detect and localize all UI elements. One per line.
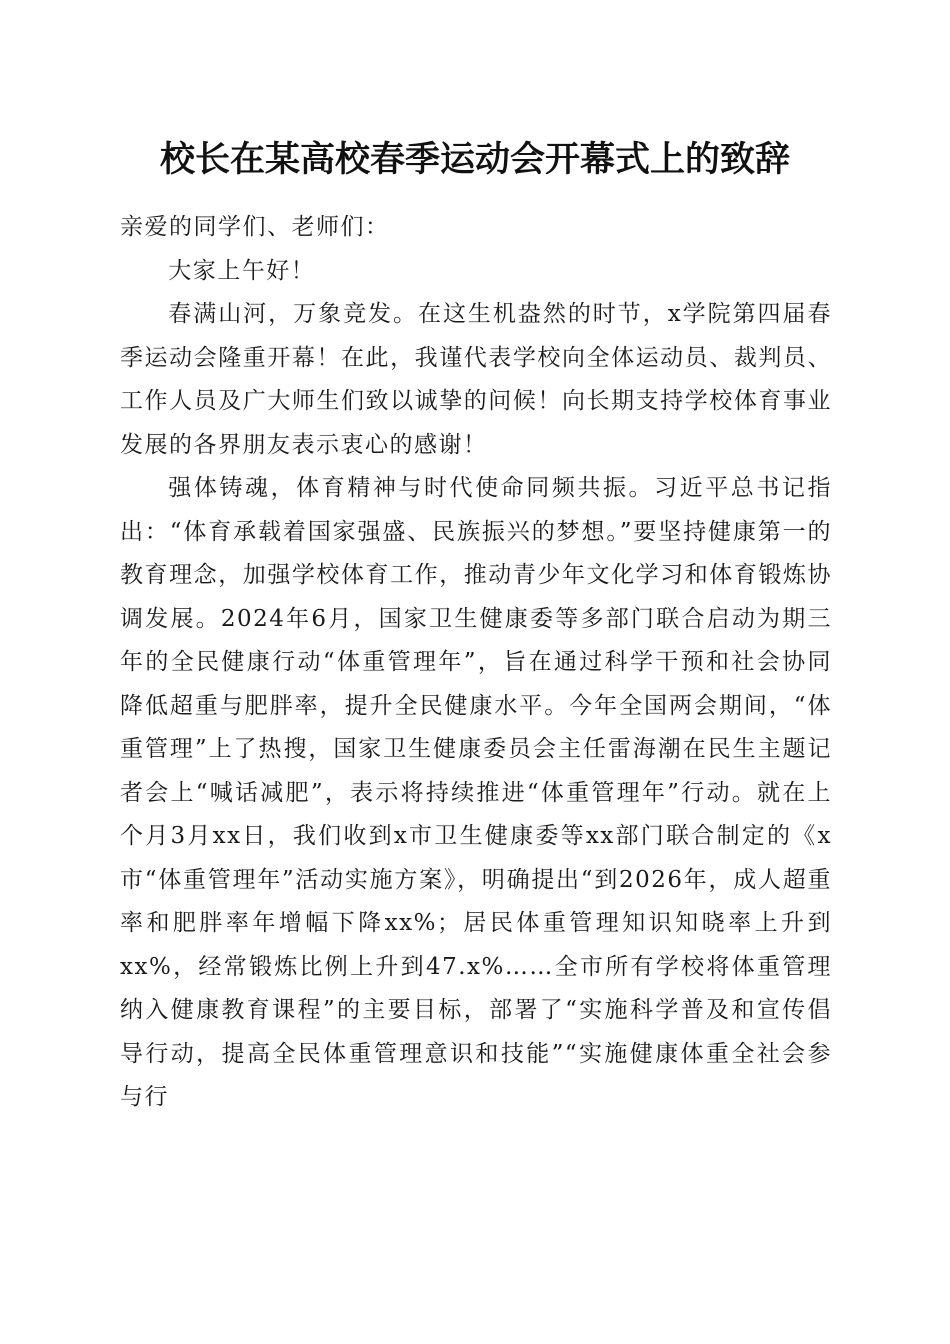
paragraph: 春满山河，万象竞发。在这生机盎然的时节，x学院第四届春季运动会隆重开幕！在此，我谨代表学校向全体运动员、裁判员、工作人员及广大师生们致以诚挚的问候！向长期支持学校体育事业发展的各界朋友表示衷心的感谢！ (120, 301, 832, 458)
greeting: 大家上午好！ (168, 257, 316, 284)
document-body (120, 206, 832, 1120)
paragraph: 强体铸魂，体育精神与时代使命同频共振。习近平总书记指出：“体育承载着国家强盛、民族振兴的梦想。”要坚持健康第一的教育理念，加强学校体育工作，推动青少年文化学习和体育锻炼协调发展。2024年6月，国家卫生健康委等多部门联合启动为期三年的全民健康行动“体重管理年”，旨在通过科学干预和社会协同降低超重与肥胖率，提升全民健康水平。今年全国两会期间，“体重管理”上了热搜，国家卫生健康委员会主任雷海潮在民生主题记者会上“喊话减肥”，表示将持续推进“体重管理年”行动。就在上个月3月xx日，我们收到x市卫生健康委等xx部门联合制定的《x市“体重管理年”活动实施方案》，明确提出“到2026年，成人超重率和肥胖率年增幅下降xx%；居民体重管理知识知晓率上升到xx%，经常锻炼比例上升到47.x%……全市所有学校将体重管理纳入健康教育课程”的主要目标，部署了“实施科学普及和宣传倡导行动，提高全民体重管理意识和技能”“实施健康体重全社会参与行 (120, 475, 832, 1110)
salutation: 亲爱的同学们、老师们： (120, 214, 390, 240)
document-title: 校长在某高校春季运动会开幕式上的致辞 (159, 139, 790, 180)
